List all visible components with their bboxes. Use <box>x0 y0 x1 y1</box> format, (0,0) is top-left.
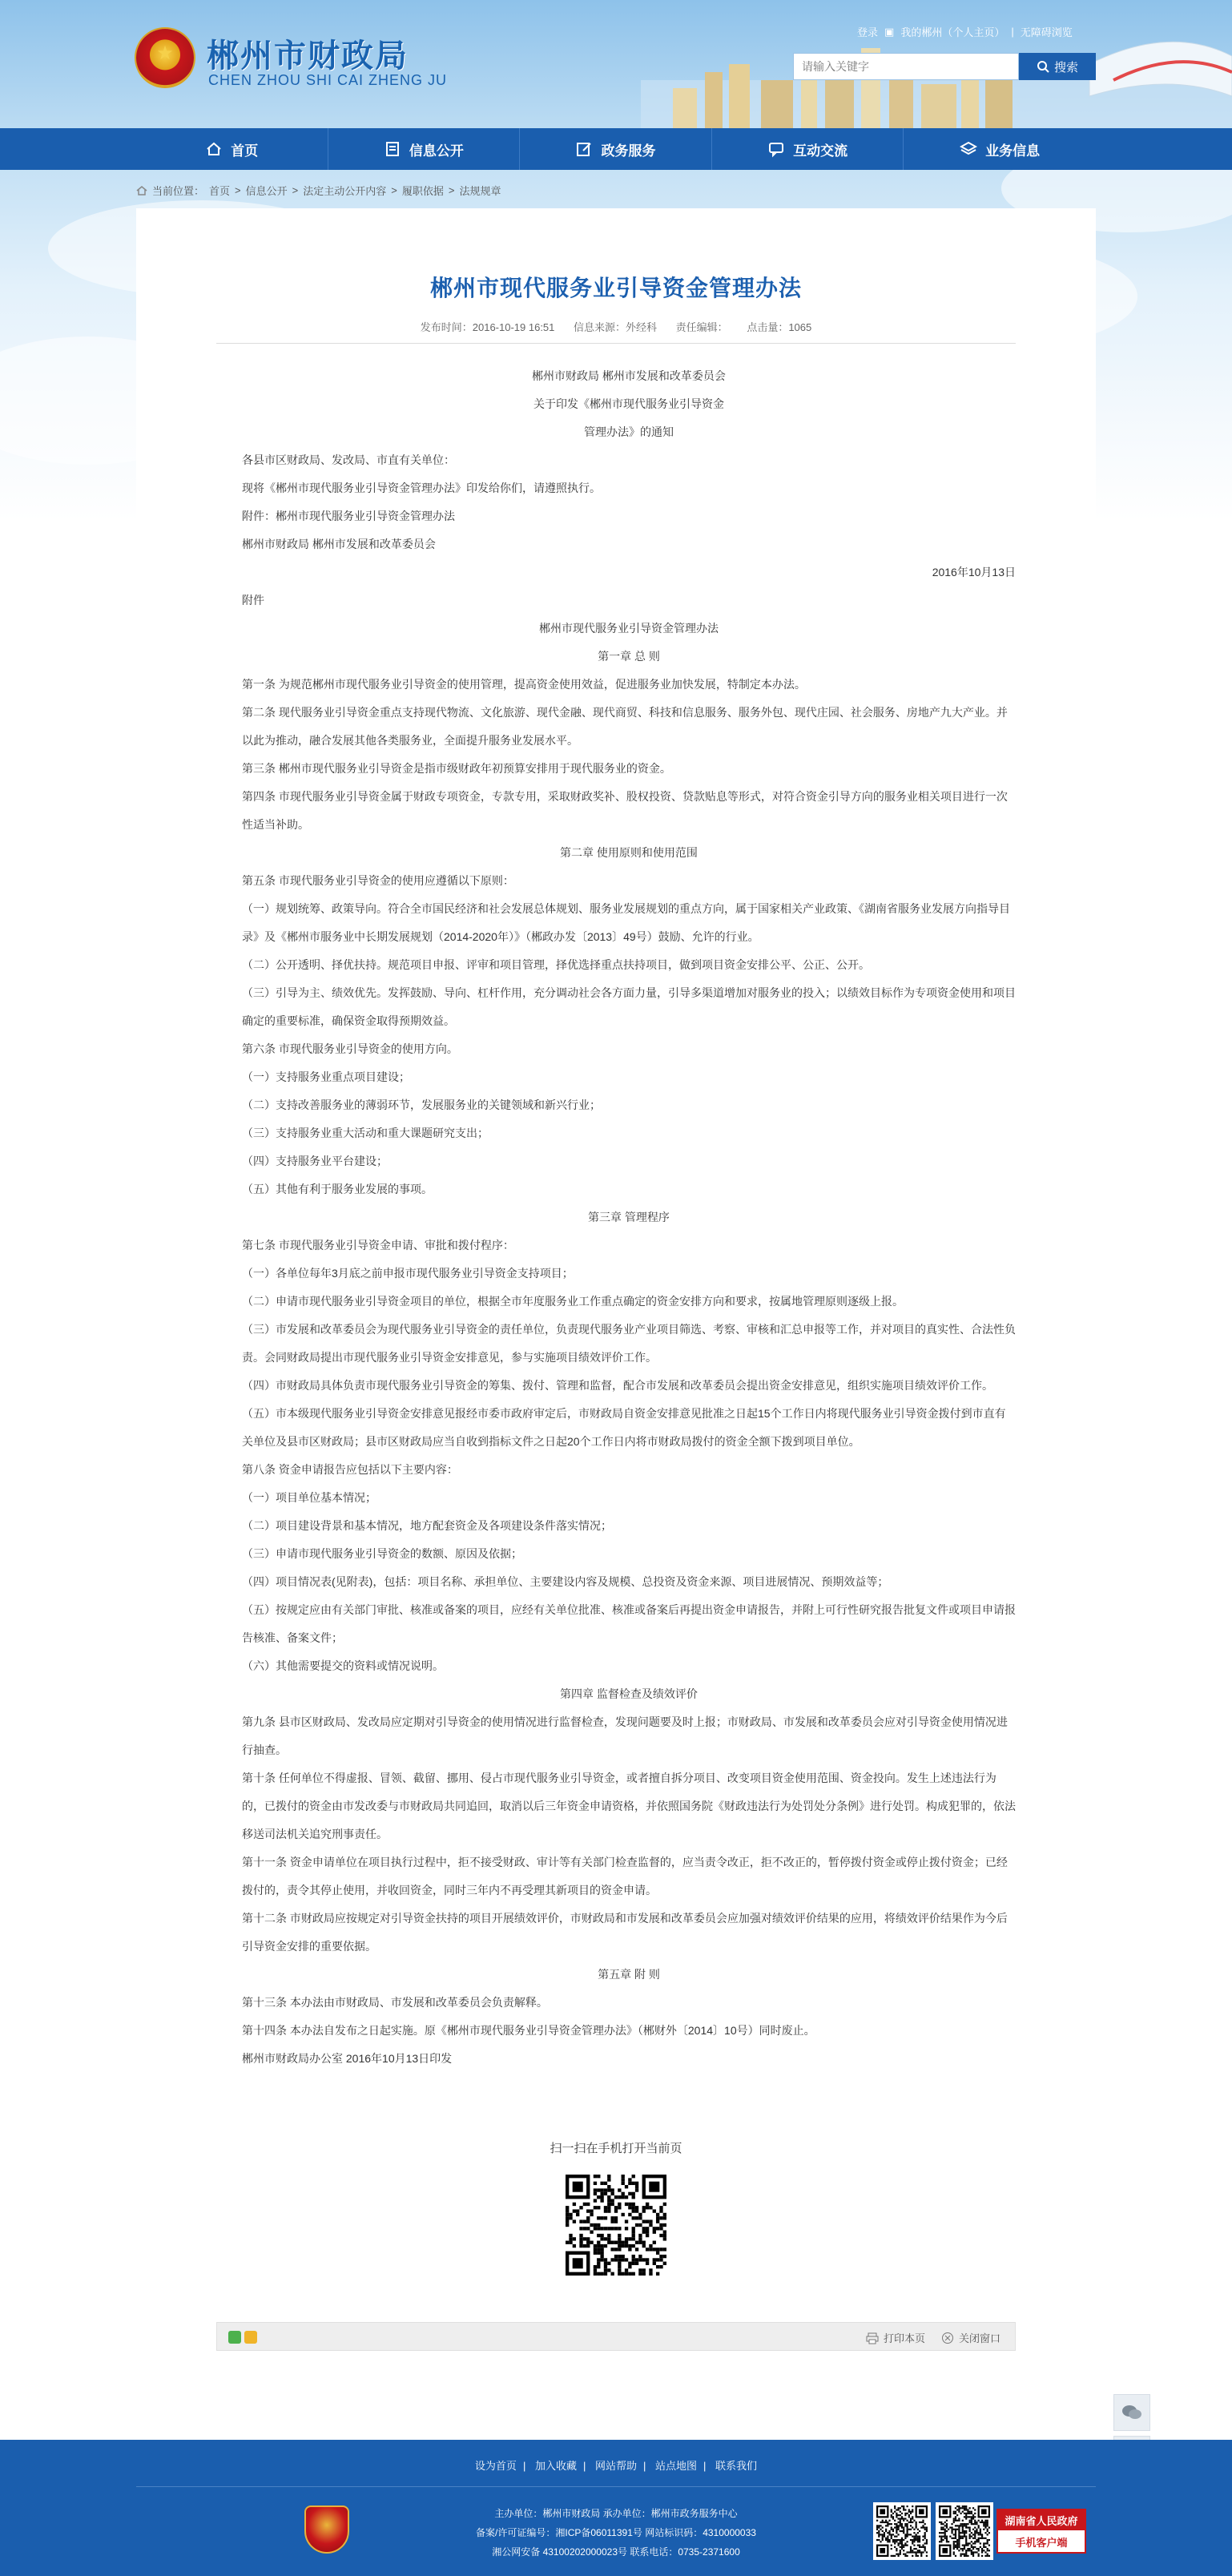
close-label: 关闭窗口 <box>958 2332 1000 2344</box>
footer-icp[interactable]: 备案/许可证编号：湘ICP备06011391号 网站标识码：4310000033 <box>476 2527 756 2538</box>
user-icon: ▣ <box>884 25 895 38</box>
wechat-share-icon[interactable] <box>228 2331 241 2344</box>
article-paragraph: （五）其他有利于服务业发展的事项。 <box>242 1183 433 1195</box>
gov-badge-subtitle: 手机客户端 <box>1015 2537 1068 2549</box>
nav-item-label: 信息公开 <box>409 143 464 159</box>
breadcrumb <box>136 183 501 198</box>
article-paragraph: 第十四条 本办法自发布之日起实施。原《郴州市现代服务业引导资金管理办法》（郴财外〔2014〕10号）同时废止。 <box>242 2024 815 2037</box>
footer-links <box>0 2457 1232 2473</box>
article-paragraph: （一）项目单位基本情况； <box>242 1491 376 1504</box>
article-paragraph: 第五条 市现代服务业引导资金的使用应遵循以下原则： <box>242 874 514 887</box>
footer-link-help[interactable]: 网站帮助 <box>594 2460 637 2472</box>
article-paragraph: 郴州市财政局 郴州市发展和改革委员会 <box>532 369 726 382</box>
close-icon <box>941 2332 954 2344</box>
article-paragraph: 第十二条 市财政局应按规定对引导资金扶持的项目开展绩效评价，市财政局和市发展和改革委员会应加强对绩效评价结果的应用，将绩效评价结果作为今后引导资金安排的重要依据。 <box>242 1912 1008 1953</box>
site-title[interactable]: 郴州市财政局 <box>207 38 409 74</box>
article-paragraph: 管理办法》的通知 <box>584 425 674 438</box>
article-paragraph: 郴州市财政局 郴州市发展和改革委员会 <box>242 538 436 550</box>
article-paragraph: （四）项目情况表(见附表)，包括：项目名称、承担单位、主要建设内容及规模、总投资及资金来源、项目进展情况、预期效益等； <box>242 1575 889 1588</box>
article-paragraph: （五）按规定应由有关部门审批、核准或备案的项目，应经有关单位批准、核准或备案后再提出资金申请报告，并附上可行性研究报告批复文件或项目申请报告核准、备案文件； <box>242 1603 1016 1644</box>
article-paragraph: 第六条 市现代服务业引导资金的使用方向。 <box>242 1042 458 1055</box>
divider <box>136 2486 1096 2487</box>
footer-link-set-home[interactable]: 设为首页 <box>474 2460 517 2472</box>
nav-item-label: 政务服务 <box>601 143 656 159</box>
article-paragraph: 第一条 为规范郴州市现代服务业引导资金的使用管理，提高资金使用效益，促进服务业加快发展，特制定本办法。 <box>242 678 806 691</box>
hit-count: 点击量：1065 <box>747 321 812 333</box>
site-footer <box>0 2440 1232 2576</box>
print-label: 打印本页 <box>883 2332 925 2344</box>
article-paragraph: （二）项目建设背景和基本情况，地方配套资金及各项建设条件落实情况； <box>242 1519 612 1532</box>
article-paragraph: （五）市本级现代服务业引导资金安排意见报经市委市政府审定后，市财政局自资金安排意见批准之日起15个工作日内将现代服务业引导资金拨付到市直有关单位及县市区财政局；县市区财政局应当自收到指标文件之日起20个工作日内将市财政局拨付的资金全额下拨到项目单位。 <box>242 1407 1006 1448</box>
breadcrumb-sep: > <box>292 184 299 196</box>
publish-time: 发布时间：2016-10-19 16:51 <box>420 321 555 333</box>
article-paragraph: 第五章 附 则 <box>598 1968 660 1981</box>
nav-item-label: 业务信息 <box>985 143 1041 159</box>
gov-badge-title: 湖南省人民政府 <box>998 2510 1085 2530</box>
nav-item-info-disclosure[interactable] <box>328 128 521 170</box>
divider <box>216 343 1016 344</box>
breadcrumb-item[interactable]: 法规规章 <box>459 185 501 197</box>
footer-host: 主办单位：郴州市财政局 承办单位：郴州市政务服务中心 <box>494 2508 738 2519</box>
article-paragraph: 第四章 监督检查及绩效评价 <box>560 1687 698 1700</box>
article-body <box>242 362 1016 2073</box>
article-paragraph: 第十条 任何单位不得虚报、冒领、截留、挪用、侵占市现代服务业引导资金，或者擅自拆分项目、改变项目资金使用范围、资金投向。发生上述违法行为的，已拨付的资金由市发改委与市财政局共同追回，取消以后三年资金申请资格，并依照国务院《财政违法行为处罚处分条例》进行处罚。构成犯罪的，依法移送司法机关追究刑事责任。 <box>242 1772 1016 1840</box>
footer-security: 湘公网安备 43100202000023号 联系电话：0735-2371600 <box>492 2546 740 2558</box>
nav-item-gov-services[interactable] <box>520 128 712 170</box>
nav-item-label: 首页 <box>231 143 259 159</box>
breadcrumb-sep: > <box>391 184 397 196</box>
article-paragraph: （三）市发展和改革委员会为现代服务业引导资金的责任单位，负责现代服务业产业项目筛选、考察、审核和汇总申报等工作，并对项目的真实性、合法性负责。会同财政局提出市现代服务业引导资金安排意见，参与实施项目绩效评价工作。 <box>242 1323 1016 1364</box>
nav-item-interaction[interactable] <box>712 128 904 170</box>
article-card <box>136 208 1096 2396</box>
breadcrumb-item[interactable]: 信息公开 <box>245 185 288 197</box>
article-paragraph: （三）支持服务业重大活动和重大课题研究支出； <box>242 1127 489 1139</box>
editor: 责任编辑： <box>675 321 728 333</box>
footer-link-sitemap[interactable]: 站点地图 <box>655 2460 698 2472</box>
article-paragraph: 第十三条 本办法由市财政局、市发展和改革委员会负责解释。 <box>242 1996 548 2009</box>
article-paragraph: 第二章 使用原则和使用范围 <box>560 846 698 859</box>
article-paragraph: 关于印发《郴州市现代服务业引导资金 <box>533 397 724 410</box>
nav-item-business-info[interactable] <box>904 128 1096 170</box>
article-paragraph: （一）规划统筹、政策导向。符合全市国民经济和社会发展总体规划、服务业发展规划的重点方向，属于国家相关产业政策、《湖南省服务业发展方向指导目录》及《郴州市服务业中长期发展规划（2014-2020年）》（郴政办发〔2013〕49号）鼓励、允许的行业。 <box>242 902 1010 943</box>
weibo-share-icon[interactable] <box>244 2331 257 2344</box>
site-subtitle: CHEN ZHOU SHI CAI ZHENG JU <box>208 72 448 88</box>
article-meta <box>136 319 1096 334</box>
article-paragraph: 第三条 郴州市现代服务业引导资金是指市级财政年初预算安排用于现代服务业的资金。 <box>242 762 671 775</box>
qr-title: 扫一扫在手机打开当前页 <box>550 2142 682 2155</box>
article-paragraph: 附件 <box>242 594 264 607</box>
article-paragraph: 第三章 管理程序 <box>588 1211 670 1223</box>
article-paragraph: 第九条 县市区财政局、发改局应定期对引导资金的使用情况进行监督检查，发现问题要及时上报；市财政局、市发展和改革委员会应对引导资金使用情况进行抽查。 <box>242 1715 1008 1756</box>
city-skyline-illustration <box>641 32 1232 128</box>
article-paragraph: 郴州市现代服务业引导资金管理办法 <box>539 622 719 635</box>
top-links <box>857 24 1073 39</box>
my-chenzhou-link[interactable]: 我的郴州（个人主页） <box>900 26 1005 38</box>
national-emblem-logo <box>136 29 194 87</box>
footer-link-contact[interactable]: 联系我们 <box>715 2460 758 2472</box>
search-input[interactable] <box>793 53 1019 80</box>
breadcrumb-item[interactable]: 法定主动公开内容 <box>303 185 387 197</box>
document-icon <box>384 140 401 158</box>
search-button-label: 搜索 <box>1053 60 1078 75</box>
nav-item-home[interactable] <box>136 128 328 170</box>
article-paragraph: （三）引导为主、绩效优先。发挥鼓励、导向、杠杆作用，充分调动社会各方面力量，引导多渠道增加对服务业的投入；以绩效目标作为专项资金使用和项目确定的重要标准，确保资金取得预期效益。 <box>242 986 1016 1027</box>
site-header <box>0 0 1232 128</box>
article-paragraph: 第七条 市现代服务业引导资金申请、审批和拨付程序： <box>242 1239 514 1252</box>
print-button[interactable] <box>866 2330 925 2345</box>
share-toolbar <box>216 2322 1016 2351</box>
article-paragraph: 2016年10月13日 <box>932 566 1016 578</box>
article-paragraph: （二）支持改善服务业的薄弱环节，发展服务业的关键领域和新兴行业； <box>242 1099 601 1111</box>
layers-icon <box>960 140 977 158</box>
divider: | <box>703 2460 707 2472</box>
divider: | <box>643 2460 646 2472</box>
wechat-icon <box>1121 2404 1142 2421</box>
article-paragraph: （四）支持服务业平台建设； <box>242 1155 388 1167</box>
wechat-float-button[interactable] <box>1113 2394 1150 2431</box>
article-paragraph: 第八条 资金申请报告应包括以下主要内容： <box>242 1463 458 1476</box>
wechat-qr-code <box>873 2502 931 2560</box>
close-window-button[interactable] <box>941 2330 1000 2345</box>
login-link[interactable]: 登录 <box>857 26 879 38</box>
article-paragraph: （二）公开透明、择优扶持。规范项目申报、评审和项目管理，择优选择重点扶持项目，做到项目资金安排公平、公正、公开。 <box>242 958 870 971</box>
weibo-qr-code <box>936 2502 993 2560</box>
article-paragraph: 第十一条 资金申请单位在项目执行过程中，拒不接受财政、审计等有关部门检查监督的，应当责令改正，拒不改正的，暂停拨付资金或停止拨付资金；已经拨付的，责令其停止使用，并收回资金，同时三年内不再受理其新项目的资金申请。 <box>242 1856 1008 1897</box>
article-title: 郴州市现代服务业引导资金管理办法 <box>429 276 802 300</box>
article-paragraph: （一）各单位每年3月底之前申报市现代服务业引导资金支持项目； <box>242 1267 574 1280</box>
article-paragraph: 第二条 现代服务业引导资金重点支持现代物流、文化旅游、现代金融、现代商贸、科技和信息服务、服务外包、现代庄园、社会服务、房地产九大产业。并以此为推动，融合发展其他各类服务业，全面提升服务业发展水平。 <box>242 706 1008 747</box>
home-icon <box>136 185 147 196</box>
breadcrumb-prefix: 当前位置： <box>152 185 205 197</box>
breadcrumb-sep: > <box>235 184 241 196</box>
breadcrumb-item[interactable]: 履职依据 <box>401 185 444 197</box>
hunan-gov-app-badge[interactable] <box>996 2509 1086 2554</box>
article-paragraph: 现将《郴州市现代服务业引导资金管理办法》印发给你们，请遵照执行。 <box>242 482 601 494</box>
nav-item-label: 互动交流 <box>793 143 848 159</box>
main-nav <box>0 128 1232 170</box>
printer-icon <box>866 2332 879 2344</box>
accessibility-link[interactable]: 无障碍浏览 <box>1020 26 1073 38</box>
article-paragraph: （二）申请市现代服务业引导资金项目的单位，根据全市年度服务业工作重点确定的资金安排方向和要求，按属地管理原则逐级上报。 <box>242 1295 904 1308</box>
article-paragraph: 第一章 总 则 <box>598 650 660 663</box>
info-source: 信息来源：外经科 <box>574 321 658 333</box>
article-paragraph: （三）申请市现代服务业引导资金的数额、原因及依据； <box>242 1547 522 1560</box>
article-paragraph: 第四条 市现代服务业引导资金属于财政专项资金，专款专用，采取财政奖补、股权投资、贷款贴息等形式，对符合资金引导方向的服务业相关项目进行一次性适当补助。 <box>242 790 1008 831</box>
search-button[interactable] <box>1019 53 1096 80</box>
article-paragraph: （四）市财政局具体负责市现代服务业引导资金的筹集、拨付、管理和监督，配合市发展和改革委员会提出资金安排意见，组织实施项目绩效评价工作。 <box>242 1379 993 1392</box>
article-paragraph: 附件：郴州市现代服务业引导资金管理办法 <box>242 510 455 522</box>
search-icon <box>1037 60 1049 73</box>
article-paragraph: 各县市区财政局、发改局、市直有关单位： <box>242 454 455 466</box>
article-paragraph: 郴州市财政局办公室 2016年10月13日印发 <box>242 2052 453 2065</box>
article-paragraph: （一）支持服务业重点项目建设； <box>242 1070 410 1083</box>
qr-code-image <box>562 2171 670 2279</box>
divider: | <box>582 2460 586 2472</box>
chat-icon <box>767 140 785 158</box>
article-paragraph: （六）其他需要提交的资料或情况说明。 <box>242 1659 444 1672</box>
divider: | <box>1011 26 1014 38</box>
divider: | <box>522 2460 526 2472</box>
breadcrumb-sep: > <box>448 184 455 196</box>
footer-link-favorite[interactable]: 加入收藏 <box>534 2460 577 2472</box>
home-icon <box>205 140 223 158</box>
edit-icon <box>575 140 593 158</box>
breadcrumb-item[interactable]: 首页 <box>209 185 231 197</box>
